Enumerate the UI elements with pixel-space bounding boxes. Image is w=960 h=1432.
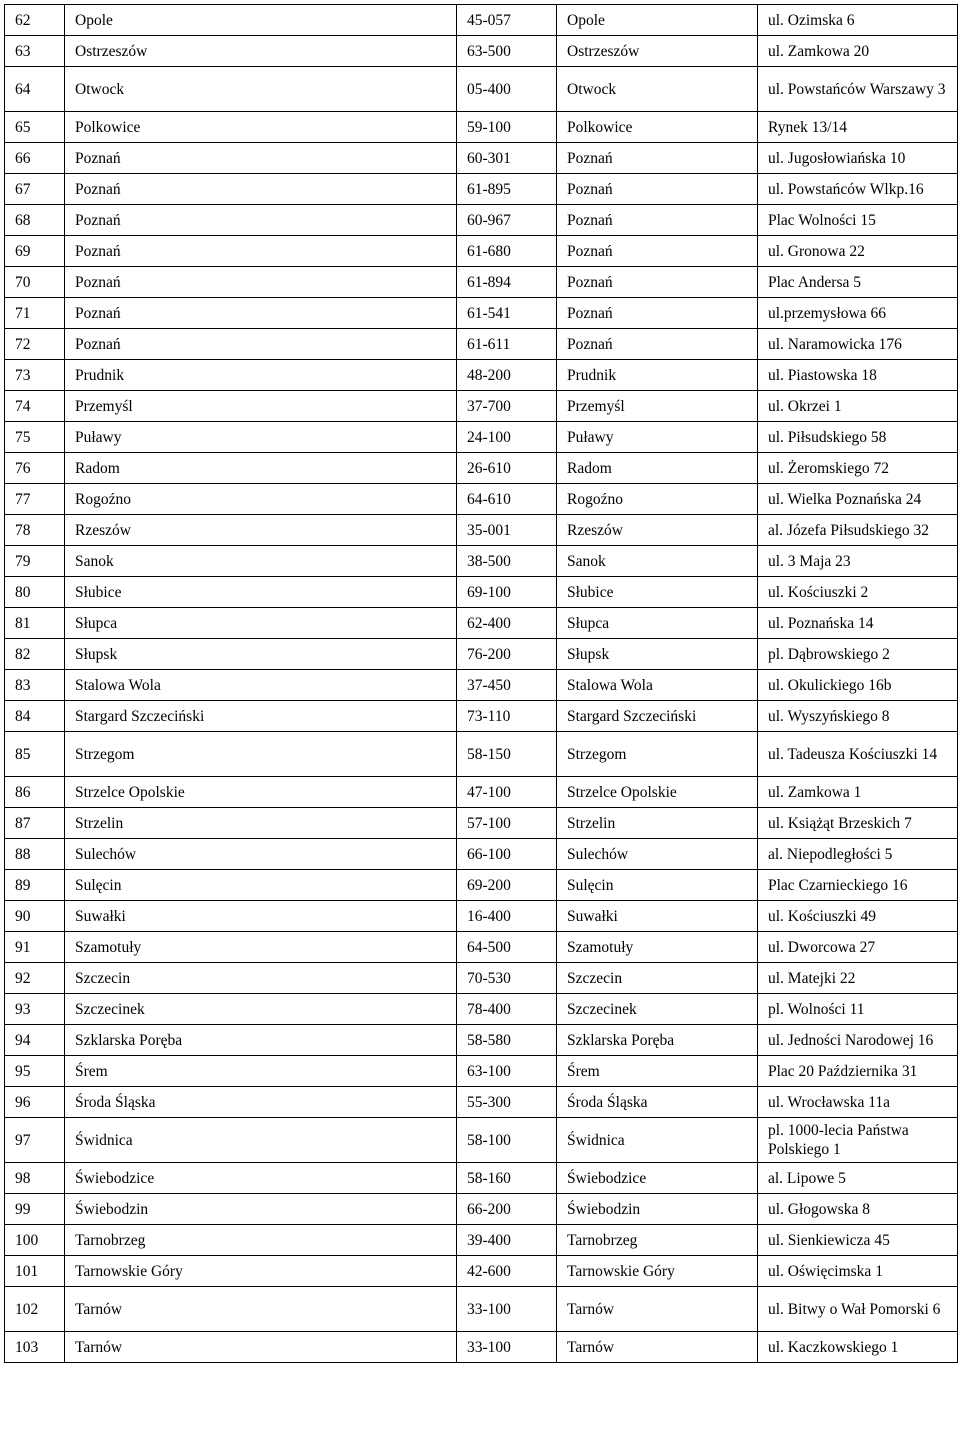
city-name: Otwock xyxy=(65,67,457,112)
row-number: 80 xyxy=(5,577,65,608)
row-number: 87 xyxy=(5,808,65,839)
postal-code: 63-100 xyxy=(457,1056,557,1087)
postal-code: 26-610 xyxy=(457,453,557,484)
table-row xyxy=(5,67,958,112)
table-row xyxy=(5,1194,958,1225)
city-name: Puławy xyxy=(65,422,457,453)
row-number: 94 xyxy=(5,1025,65,1056)
table-row xyxy=(5,901,958,932)
post-office: Sulęcin xyxy=(557,870,758,901)
city-name: Słupsk xyxy=(65,639,457,670)
street-address: ul. Oświęcimska 1 xyxy=(758,1256,958,1287)
street-address: Plac 20 Października 31 xyxy=(758,1056,958,1087)
row-number: 95 xyxy=(5,1056,65,1087)
city-name: Stargard Szczeciński xyxy=(65,701,457,732)
postal-code: 61-611 xyxy=(457,329,557,360)
city-name: Poznań xyxy=(65,329,457,360)
street-address: ul. Poznańska 14 xyxy=(758,608,958,639)
postal-code: 62-400 xyxy=(457,608,557,639)
street-address: pl. 1000-lecia Państwa Polskiego 1 xyxy=(758,1118,958,1163)
table-row xyxy=(5,777,958,808)
city-name: Szczecinek xyxy=(65,994,457,1025)
postal-code: 61-895 xyxy=(457,174,557,205)
city-name: Polkowice xyxy=(65,112,457,143)
city-name: Strzelin xyxy=(65,808,457,839)
street-address: Rynek 13/14 xyxy=(758,112,958,143)
street-address: ul. Powstańców Wlkp.16 xyxy=(758,174,958,205)
row-number: 79 xyxy=(5,546,65,577)
city-name: Przemyśl xyxy=(65,391,457,422)
street-address: ul. Naramowicka 176 xyxy=(758,329,958,360)
table-row xyxy=(5,994,958,1025)
row-number: 66 xyxy=(5,143,65,174)
post-office: Świdnica xyxy=(557,1118,758,1163)
table-body xyxy=(5,5,958,1363)
table-row xyxy=(5,515,958,546)
table-row xyxy=(5,839,958,870)
post-office: Poznań xyxy=(557,236,758,267)
street-address: ul. Głogowska 8 xyxy=(758,1194,958,1225)
postal-code: 58-580 xyxy=(457,1025,557,1056)
post-office: Słupsk xyxy=(557,639,758,670)
post-office: Poznań xyxy=(557,298,758,329)
postal-code: 60-967 xyxy=(457,205,557,236)
row-number: 99 xyxy=(5,1194,65,1225)
table-row xyxy=(5,1087,958,1118)
post-office: Tarnowskie Góry xyxy=(557,1256,758,1287)
table-row xyxy=(5,577,958,608)
city-name: Poznań xyxy=(65,143,457,174)
table-row xyxy=(5,453,958,484)
table-row xyxy=(5,1225,958,1256)
post-office: Przemyśl xyxy=(557,391,758,422)
row-number: 82 xyxy=(5,639,65,670)
street-address: ul. Tadeusza Kościuszki 14 xyxy=(758,732,958,777)
row-number: 63 xyxy=(5,36,65,67)
postal-code: 58-160 xyxy=(457,1163,557,1194)
post-office: Tarnów xyxy=(557,1332,758,1363)
row-number: 88 xyxy=(5,839,65,870)
street-address: ul. Matejki 22 xyxy=(758,963,958,994)
city-name: Poznań xyxy=(65,205,457,236)
city-name: Sulechów xyxy=(65,839,457,870)
row-number: 103 xyxy=(5,1332,65,1363)
city-name: Prudnik xyxy=(65,360,457,391)
postal-code: 39-400 xyxy=(457,1225,557,1256)
post-office: Otwock xyxy=(557,67,758,112)
street-address: al. Józefa Piłsudskiego 32 xyxy=(758,515,958,546)
postal-code: 57-100 xyxy=(457,808,557,839)
city-name: Poznań xyxy=(65,267,457,298)
postal-code: 16-400 xyxy=(457,901,557,932)
row-number: 100 xyxy=(5,1225,65,1256)
city-name: Szamotuły xyxy=(65,932,457,963)
row-number: 86 xyxy=(5,777,65,808)
post-office: Radom xyxy=(557,453,758,484)
postal-code: 61-680 xyxy=(457,236,557,267)
table-row xyxy=(5,298,958,329)
post-office: Strzelin xyxy=(557,808,758,839)
table-row xyxy=(5,1287,958,1332)
post-office: Świebodzin xyxy=(557,1194,758,1225)
city-name: Stalowa Wola xyxy=(65,670,457,701)
street-address: ul. Bitwy o Wał Pomorski 6 xyxy=(758,1287,958,1332)
post-office: Tarnobrzeg xyxy=(557,1225,758,1256)
table-row xyxy=(5,1118,958,1163)
row-number: 92 xyxy=(5,963,65,994)
post-office: Strzelce Opolskie xyxy=(557,777,758,808)
table-row xyxy=(5,143,958,174)
table-row xyxy=(5,5,958,36)
postal-code: 61-541 xyxy=(457,298,557,329)
table-row xyxy=(5,422,958,453)
post-office: Rzeszów xyxy=(557,515,758,546)
table-row xyxy=(5,1256,958,1287)
table-row xyxy=(5,1163,958,1194)
post-office: Tarnów xyxy=(557,1287,758,1332)
street-address: Plac Wolności 15 xyxy=(758,205,958,236)
street-address: al. Niepodległości 5 xyxy=(758,839,958,870)
postal-code: 76-200 xyxy=(457,639,557,670)
row-number: 75 xyxy=(5,422,65,453)
table-row xyxy=(5,808,958,839)
row-number: 83 xyxy=(5,670,65,701)
postal-code: 35-001 xyxy=(457,515,557,546)
table-row xyxy=(5,391,958,422)
city-name: Świebodzice xyxy=(65,1163,457,1194)
city-name: Szklarska Poręba xyxy=(65,1025,457,1056)
row-number: 93 xyxy=(5,994,65,1025)
street-address: al. Lipowe 5 xyxy=(758,1163,958,1194)
postal-code: 48-200 xyxy=(457,360,557,391)
street-address: ul. Jedności Narodowej 16 xyxy=(758,1025,958,1056)
street-address: ul. Żeromskiego 72 xyxy=(758,453,958,484)
street-address: ul. Zamkowa 1 xyxy=(758,777,958,808)
city-name: Tarnów xyxy=(65,1287,457,1332)
post-office: Puławy xyxy=(557,422,758,453)
postal-code: 55-300 xyxy=(457,1087,557,1118)
city-name: Strzelce Opolskie xyxy=(65,777,457,808)
row-number: 98 xyxy=(5,1163,65,1194)
postal-code: 69-200 xyxy=(457,870,557,901)
city-name: Tarnowskie Góry xyxy=(65,1256,457,1287)
row-number: 71 xyxy=(5,298,65,329)
city-name: Poznań xyxy=(65,174,457,205)
table-row xyxy=(5,1025,958,1056)
postal-code: 38-500 xyxy=(457,546,557,577)
post-office: Świebodzice xyxy=(557,1163,758,1194)
postal-code: 47-100 xyxy=(457,777,557,808)
city-name: Słupca xyxy=(65,608,457,639)
row-number: 73 xyxy=(5,360,65,391)
city-name: Świdnica xyxy=(65,1118,457,1163)
street-address: ul. Sienkiewicza 45 xyxy=(758,1225,958,1256)
postal-code: 33-100 xyxy=(457,1332,557,1363)
postal-code: 78-400 xyxy=(457,994,557,1025)
postal-code: 64-610 xyxy=(457,484,557,515)
post-office: Poznań xyxy=(557,143,758,174)
city-name: Śrem xyxy=(65,1056,457,1087)
postal-code: 58-100 xyxy=(457,1118,557,1163)
table-row xyxy=(5,963,958,994)
street-address: ul.przemysłowa 66 xyxy=(758,298,958,329)
row-number: 76 xyxy=(5,453,65,484)
street-address: Plac Czarnieckiego 16 xyxy=(758,870,958,901)
post-office: Śrem xyxy=(557,1056,758,1087)
table-row xyxy=(5,360,958,391)
city-name: Sulęcin xyxy=(65,870,457,901)
post-office: Prudnik xyxy=(557,360,758,391)
postal-code: 33-100 xyxy=(457,1287,557,1332)
postal-code: 45-057 xyxy=(457,5,557,36)
postal-code: 70-530 xyxy=(457,963,557,994)
city-name: Ostrzeszów xyxy=(65,36,457,67)
row-number: 81 xyxy=(5,608,65,639)
postal-code: 66-100 xyxy=(457,839,557,870)
postal-code: 64-500 xyxy=(457,932,557,963)
city-name: Rzeszów xyxy=(65,515,457,546)
table-row xyxy=(5,608,958,639)
table-row xyxy=(5,701,958,732)
post-office: Poznań xyxy=(557,174,758,205)
post-office: Polkowice xyxy=(557,112,758,143)
street-address: ul. Okrzei 1 xyxy=(758,391,958,422)
post-office: Suwałki xyxy=(557,901,758,932)
table-row xyxy=(5,205,958,236)
post-office: Sulechów xyxy=(557,839,758,870)
street-address: ul. Ozimska 6 xyxy=(758,5,958,36)
table-row xyxy=(5,329,958,360)
post-office: Strzegom xyxy=(557,732,758,777)
city-name: Poznań xyxy=(65,298,457,329)
postal-code: 58-150 xyxy=(457,732,557,777)
city-name: Suwałki xyxy=(65,901,457,932)
row-number: 91 xyxy=(5,932,65,963)
table-row xyxy=(5,36,958,67)
street-address: ul. Książąt Brzeskich 7 xyxy=(758,808,958,839)
row-number: 101 xyxy=(5,1256,65,1287)
post-office: Stargard Szczeciński xyxy=(557,701,758,732)
city-name: Rogoźno xyxy=(65,484,457,515)
street-address: ul. Piastowska 18 xyxy=(758,360,958,391)
table-row xyxy=(5,639,958,670)
street-address: ul. Wyszyńskiego 8 xyxy=(758,701,958,732)
city-name: Środa Śląska xyxy=(65,1087,457,1118)
post-office: Stalowa Wola xyxy=(557,670,758,701)
city-name: Tarnobrzeg xyxy=(65,1225,457,1256)
row-number: 74 xyxy=(5,391,65,422)
row-number: 68 xyxy=(5,205,65,236)
table-row xyxy=(5,236,958,267)
postal-code: 05-400 xyxy=(457,67,557,112)
table-row xyxy=(5,932,958,963)
post-office: Szczecinek xyxy=(557,994,758,1025)
table-row xyxy=(5,1332,958,1363)
street-address: ul. Dworcowa 27 xyxy=(758,932,958,963)
row-number: 77 xyxy=(5,484,65,515)
row-number: 96 xyxy=(5,1087,65,1118)
city-name: Słubice xyxy=(65,577,457,608)
street-address: ul. Piłsudskiego 58 xyxy=(758,422,958,453)
post-office: Środa Śląska xyxy=(557,1087,758,1118)
table-row xyxy=(5,112,958,143)
street-address: ul. 3 Maja 23 xyxy=(758,546,958,577)
postal-code: 24-100 xyxy=(457,422,557,453)
post-office: Szklarska Poręba xyxy=(557,1025,758,1056)
row-number: 69 xyxy=(5,236,65,267)
postal-code: 37-700 xyxy=(457,391,557,422)
postal-code: 59-100 xyxy=(457,112,557,143)
post-office: Szczecin xyxy=(557,963,758,994)
row-number: 70 xyxy=(5,267,65,298)
row-number: 62 xyxy=(5,5,65,36)
row-number: 85 xyxy=(5,732,65,777)
post-office: Opole xyxy=(557,5,758,36)
row-number: 64 xyxy=(5,67,65,112)
row-number: 67 xyxy=(5,174,65,205)
postal-code: 37-450 xyxy=(457,670,557,701)
postal-code: 69-100 xyxy=(457,577,557,608)
city-name: Poznań xyxy=(65,236,457,267)
street-address: ul. Kościuszki 49 xyxy=(758,901,958,932)
city-name: Szczecin xyxy=(65,963,457,994)
row-number: 90 xyxy=(5,901,65,932)
post-office: Rogoźno xyxy=(557,484,758,515)
street-address: Plac Andersa 5 xyxy=(758,267,958,298)
street-address: ul. Okulickiego 16b xyxy=(758,670,958,701)
post-office: Słubice xyxy=(557,577,758,608)
city-name: Opole xyxy=(65,5,457,36)
row-number: 84 xyxy=(5,701,65,732)
postal-code: 73-110 xyxy=(457,701,557,732)
table-row xyxy=(5,1056,958,1087)
post-office: Poznań xyxy=(557,329,758,360)
street-address: ul. Powstańców Warszawy 3 xyxy=(758,67,958,112)
row-number: 78 xyxy=(5,515,65,546)
post-office: Poznań xyxy=(557,205,758,236)
post-office: Słupca xyxy=(557,608,758,639)
row-number: 65 xyxy=(5,112,65,143)
city-name: Świebodzin xyxy=(65,1194,457,1225)
table-row xyxy=(5,870,958,901)
city-name: Radom xyxy=(65,453,457,484)
table-row xyxy=(5,546,958,577)
city-name: Strzegom xyxy=(65,732,457,777)
postal-code: 61-894 xyxy=(457,267,557,298)
table-row xyxy=(5,670,958,701)
street-address: ul. Kaczkowskiego 1 xyxy=(758,1332,958,1363)
location-table xyxy=(4,4,958,1363)
post-office: Poznań xyxy=(557,267,758,298)
street-address: ul. Wielka Poznańska 24 xyxy=(758,484,958,515)
postal-code: 60-301 xyxy=(457,143,557,174)
street-address: ul. Wrocławska 11a xyxy=(758,1087,958,1118)
street-address: ul. Zamkowa 20 xyxy=(758,36,958,67)
street-address: pl. Wolności 11 xyxy=(758,994,958,1025)
table-row xyxy=(5,267,958,298)
row-number: 72 xyxy=(5,329,65,360)
row-number: 89 xyxy=(5,870,65,901)
post-office: Szamotuły xyxy=(557,932,758,963)
row-number: 102 xyxy=(5,1287,65,1332)
post-office: Ostrzeszów xyxy=(557,36,758,67)
table-row xyxy=(5,484,958,515)
city-name: Sanok xyxy=(65,546,457,577)
street-address: pl. Dąbrowskiego 2 xyxy=(758,639,958,670)
table-row xyxy=(5,732,958,777)
street-address: ul. Jugosłowiańska 10 xyxy=(758,143,958,174)
postal-code: 63-500 xyxy=(457,36,557,67)
street-address: ul. Gronowa 22 xyxy=(758,236,958,267)
row-number: 97 xyxy=(5,1118,65,1163)
post-office: Sanok xyxy=(557,546,758,577)
street-address: ul. Kościuszki 2 xyxy=(758,577,958,608)
postal-code: 42-600 xyxy=(457,1256,557,1287)
postal-code: 66-200 xyxy=(457,1194,557,1225)
table-row xyxy=(5,174,958,205)
city-name: Tarnów xyxy=(65,1332,457,1363)
